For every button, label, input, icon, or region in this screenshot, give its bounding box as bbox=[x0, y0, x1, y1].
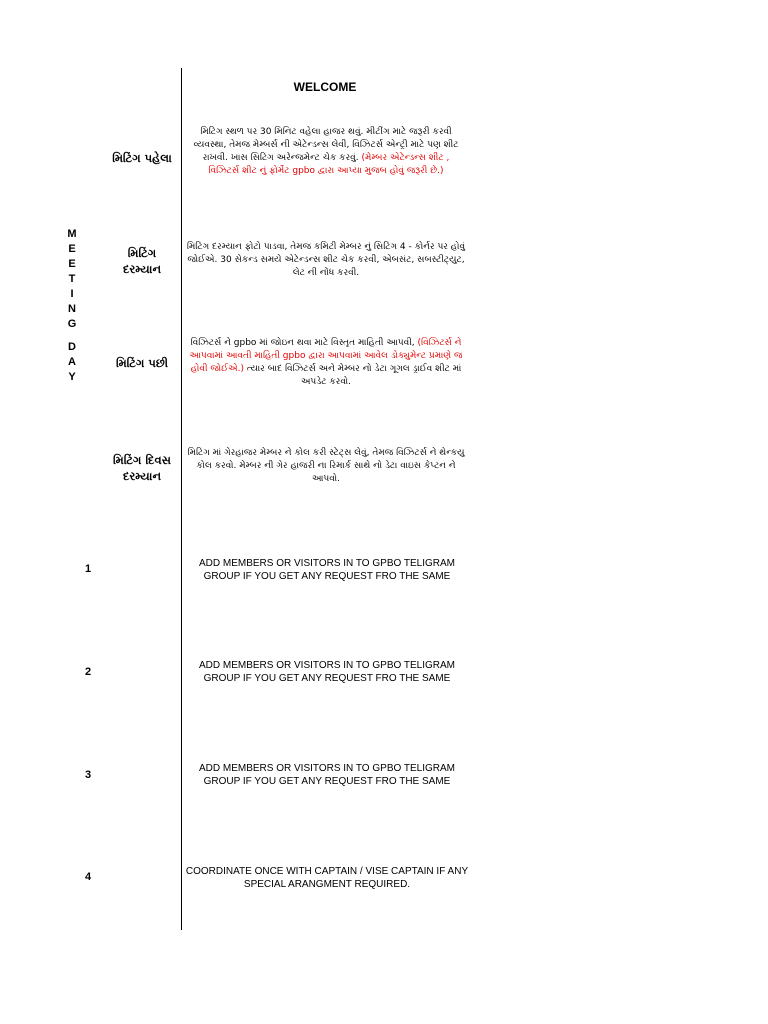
section-label-line: દરમ્યાન bbox=[122, 262, 162, 276]
column-divider bbox=[181, 68, 182, 930]
side-letter-gap bbox=[58, 332, 86, 340]
section-text-after-meeting bbox=[186, 337, 466, 389]
side-letter: I bbox=[70, 288, 74, 300]
section-label-line: મિટિંગ bbox=[127, 246, 157, 260]
section-text-before-meeting bbox=[186, 126, 466, 178]
task-number: 3 bbox=[84, 769, 92, 781]
side-letter: D bbox=[68, 341, 76, 353]
section-label-after-meeting bbox=[92, 355, 192, 371]
section-label-meeting-day bbox=[92, 452, 192, 484]
task-number: 2 bbox=[84, 666, 92, 678]
side-letter: G bbox=[67, 318, 77, 330]
section-text-meeting-day bbox=[186, 447, 466, 486]
side-letter: N bbox=[68, 303, 76, 315]
section-body: મિટિંગ સ્થળ પર 30 મિનિટ વહેલા હાજર થવું. મીટીંગ માટે જરૂરી કરવી વ્યવસ્થા, તેમજ મેમ્બર્સ ની એટેન્ડન્સ લેવી, વિઝિટર્સ એન્ટ્રી માટે પણ શીટ રાખવી. ખાસ સિટિંગ અરેન્જમેન્ટ ચેક કરવું. bbox=[193, 127, 459, 163]
side-letter: M bbox=[67, 228, 77, 240]
section-label-line: મિટિંગ પછી bbox=[115, 356, 169, 370]
task-text: ADD MEMBERS OR VISITORS IN TO GPBO TELIGRAM GROUP IF YOU GET ANY REQUEST FRO THE SAME bbox=[199, 558, 455, 582]
side-letter: Y bbox=[68, 371, 76, 383]
meeting-day-vertical-label bbox=[58, 227, 86, 385]
section-body: મિટિંગ માં ગેરહાજર મેમ્બર ને કોલ કરી સ્ટેટ્સ લેવું, તેમજ વિઝિટર્સ ને થેન્કયુ કોલ કરવો. મેમ્બર ની ગેર હાજરી ના રિમાર્ક સાથે નો ડેટા વાઇસ કેપ્ટન ને આપવો. bbox=[187, 448, 465, 484]
side-letter: E bbox=[68, 243, 76, 255]
side-letter: A bbox=[68, 356, 76, 368]
task-text: COORDINATE ONCE WITH CAPTAIN / VISE CAPTAIN IF ANY SPECIAL ARANGMENT REQUIRED. bbox=[185, 866, 469, 890]
side-letter: T bbox=[68, 273, 76, 285]
section-label-line: મિટિંગ દિવસ bbox=[113, 453, 171, 467]
task-number: 4 bbox=[84, 871, 92, 883]
side-letter: E bbox=[68, 258, 76, 270]
page-title: WELCOME bbox=[293, 80, 357, 94]
section-highlight: (મેમ્બર એટેન્ડન્સ શીટ , વિઝિટર્સ શીટ નું ફોર્મેટ gpbo દ્વારા આપ્યા મુજબ હોવું જરૂરી છે.) bbox=[208, 153, 450, 176]
section-body: મિટિંગ દરમ્યાન ફોટો પાડવા, તેમજ કમિટી મેમ્બર નું સિટિંગ 4 - કોર્નર પર હોવું જોઈએ. 30 સેકન્ડ સમયે એટેન્ડન્સ શીટ ચેક કરવી, એબસંટ, સબસ્ટીટ્યુટ, લેટ ની નોંધ કરવી. bbox=[186, 242, 466, 278]
task-number: 1 bbox=[84, 563, 92, 575]
section-body: વિઝિટર્સ ને gpbo માં જોઇન થવા માટે વિસ્તૃત માહિતી આપવી, bbox=[190, 338, 415, 348]
task-text: ADD MEMBERS OR VISITORS IN TO GPBO TELIGRAM GROUP IF YOU GET ANY REQUEST FRO THE SAME bbox=[199, 763, 455, 787]
task-text: ADD MEMBERS OR VISITORS IN TO GPBO TELIGRAM GROUP IF YOU GET ANY REQUEST FRO THE SAME bbox=[199, 660, 455, 684]
section-text-during-meeting bbox=[186, 241, 466, 280]
section-body: ત્યાર બાદ વિઝિટર્સ અને મેમ્બર નો ડેટા ગૂગલ ડ્રાઈવ શીટ માં અપડેટ કરવો. bbox=[246, 364, 462, 387]
section-label-line: દરમ્યાન bbox=[122, 469, 162, 483]
section-highlight: (વિઝિટર્સ ને આપવામાં આવતી માહિતી gpbo દ્વારા આપવામાં આવેલ ડોક્યુમેન્ટ પ્રમાણે જ હોવી જોઈએ.) bbox=[189, 338, 463, 374]
section-label-before-meeting bbox=[92, 150, 192, 166]
section-label-line: મિટિંગ પહેલા bbox=[112, 151, 172, 165]
section-label-during-meeting bbox=[92, 245, 192, 277]
